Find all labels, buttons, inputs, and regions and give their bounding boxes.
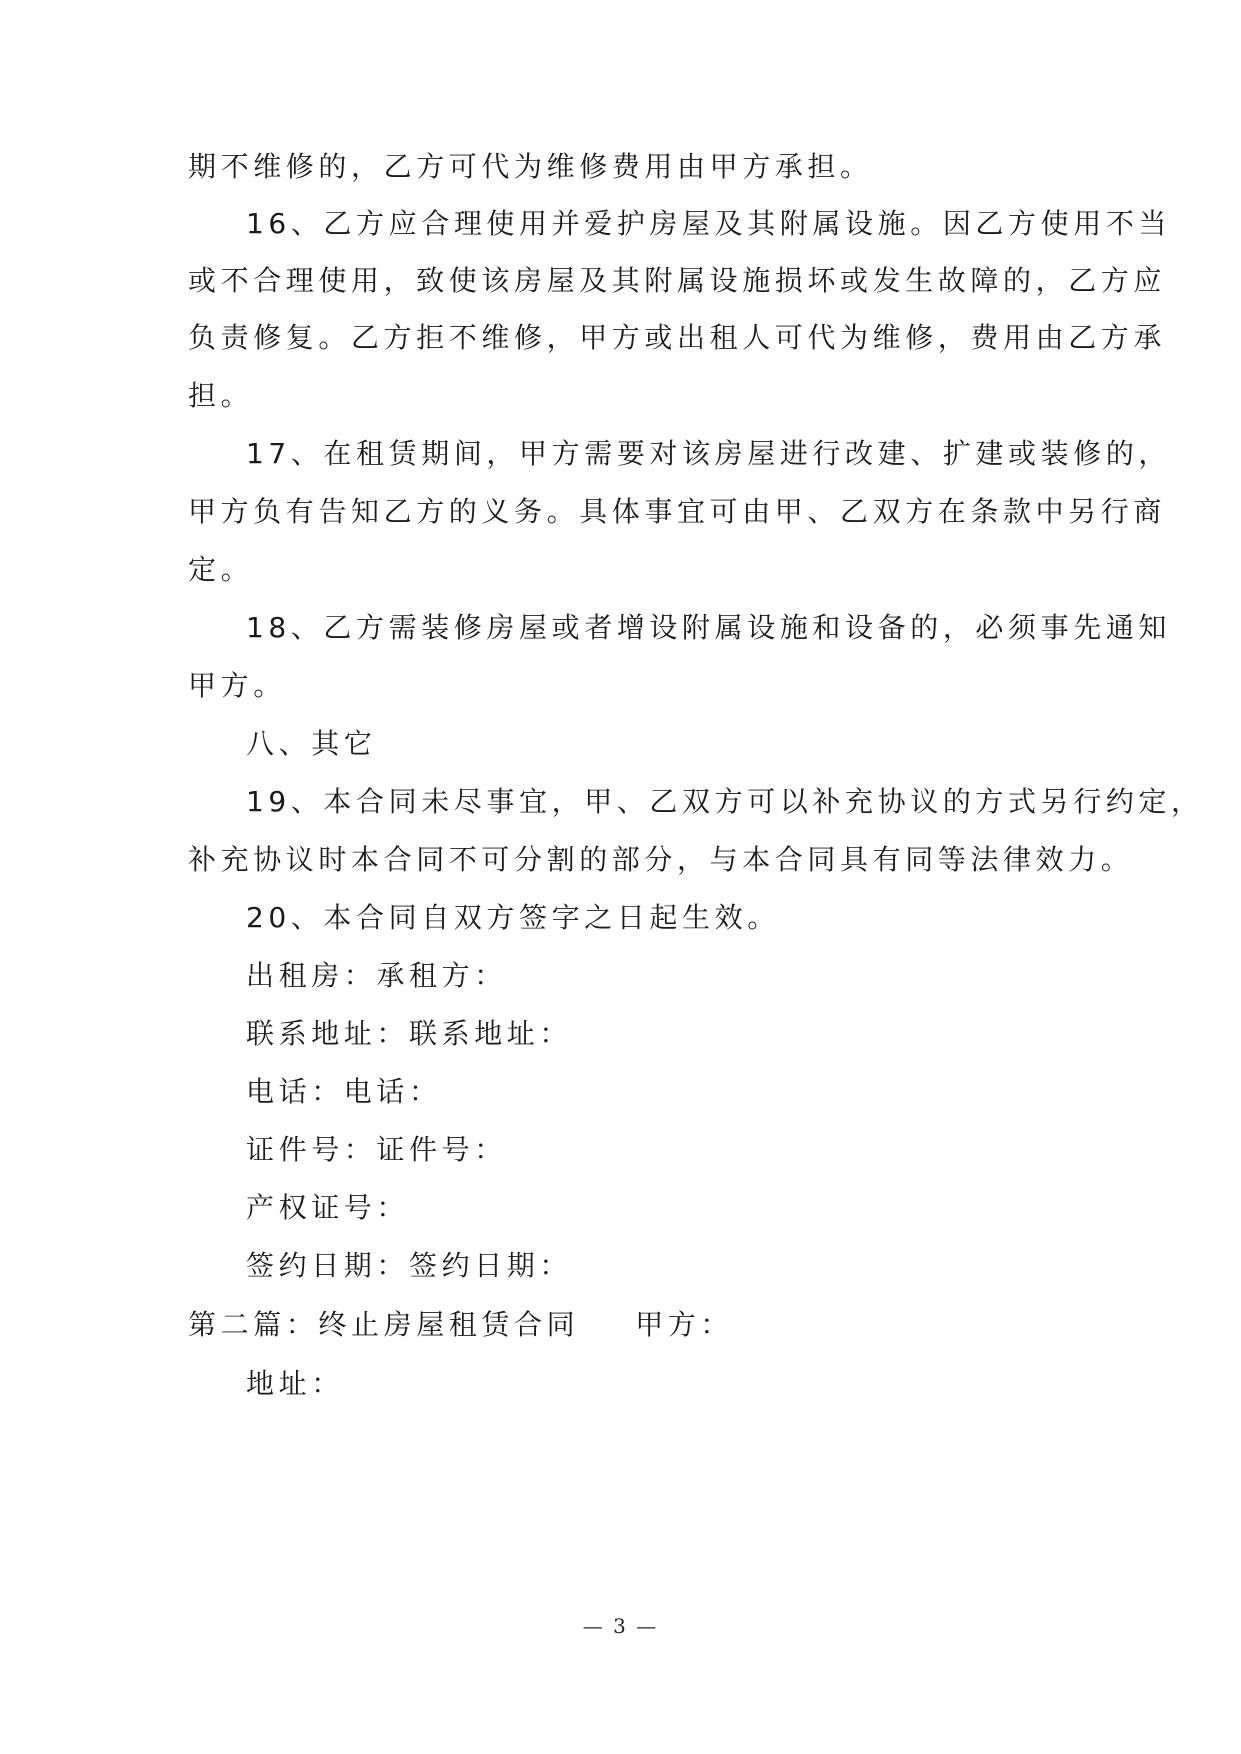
party-a-label: 甲方： [635, 1308, 734, 1341]
paragraph-line: 期不维修的，乙方可代为维修费用由甲方承担。 [188, 150, 873, 183]
contact-address-label: 联系地址：联系地址： [246, 1017, 573, 1050]
clause-19-line: 19、本合同未尽事宜，甲、乙双方可以补充协议的方式另行约定， [246, 785, 1204, 818]
section-heading: 八、其它 [246, 727, 377, 760]
paragraph-line: 负责修复。乙方拒不维修，甲方或出租人可代为维修，费用由乙方承 [188, 321, 1167, 354]
second-contract-heading [188, 1305, 733, 1345]
clause-20-line: 20、本合同自双方签字之日起生效。 [246, 901, 780, 934]
paragraph-line: 或不合理使用，致使该房屋及其附属设施损坏或发生故障的，乙方应 [188, 264, 1167, 297]
paragraph-line: 补充协议时本合同不可分割的部分，与本合同具有同等法律效力。 [188, 843, 1134, 876]
clause-16-line: 16、乙方应合理使用并爱护房屋及其附属设施。因乙方使用不当 [246, 207, 1172, 240]
phone-label: 电话：电话： [246, 1075, 442, 1108]
paragraph-line: 担。 [188, 379, 254, 412]
paragraph-line: 定。 [188, 553, 254, 586]
lessor-lessee-label: 出租房：承租方： [246, 959, 507, 992]
property-cert-label: 产权证号： [246, 1191, 410, 1224]
id-number-label: 证件号：证件号： [246, 1133, 507, 1166]
clause-17-line: 17、在租赁期间，甲方需要对该房屋进行改建、扩建或装修的， [246, 437, 1172, 470]
page-number: — 3 — [582, 1614, 659, 1638]
address-label: 地址： [246, 1367, 344, 1400]
clause-18-line: 18、乙方需装修房屋或者增设附属设施和设备的，必须事先通知 [246, 611, 1172, 644]
paragraph-line: 甲方负有告知乙方的义务。具体事宜可由甲、乙双方在条款中另行商 [188, 495, 1167, 528]
second-contract-title: 第二篇：终止房屋租赁合同 [188, 1308, 580, 1341]
paragraph-line: 甲方。 [188, 669, 286, 702]
signing-date-label: 签约日期：签约日期： [246, 1249, 573, 1282]
